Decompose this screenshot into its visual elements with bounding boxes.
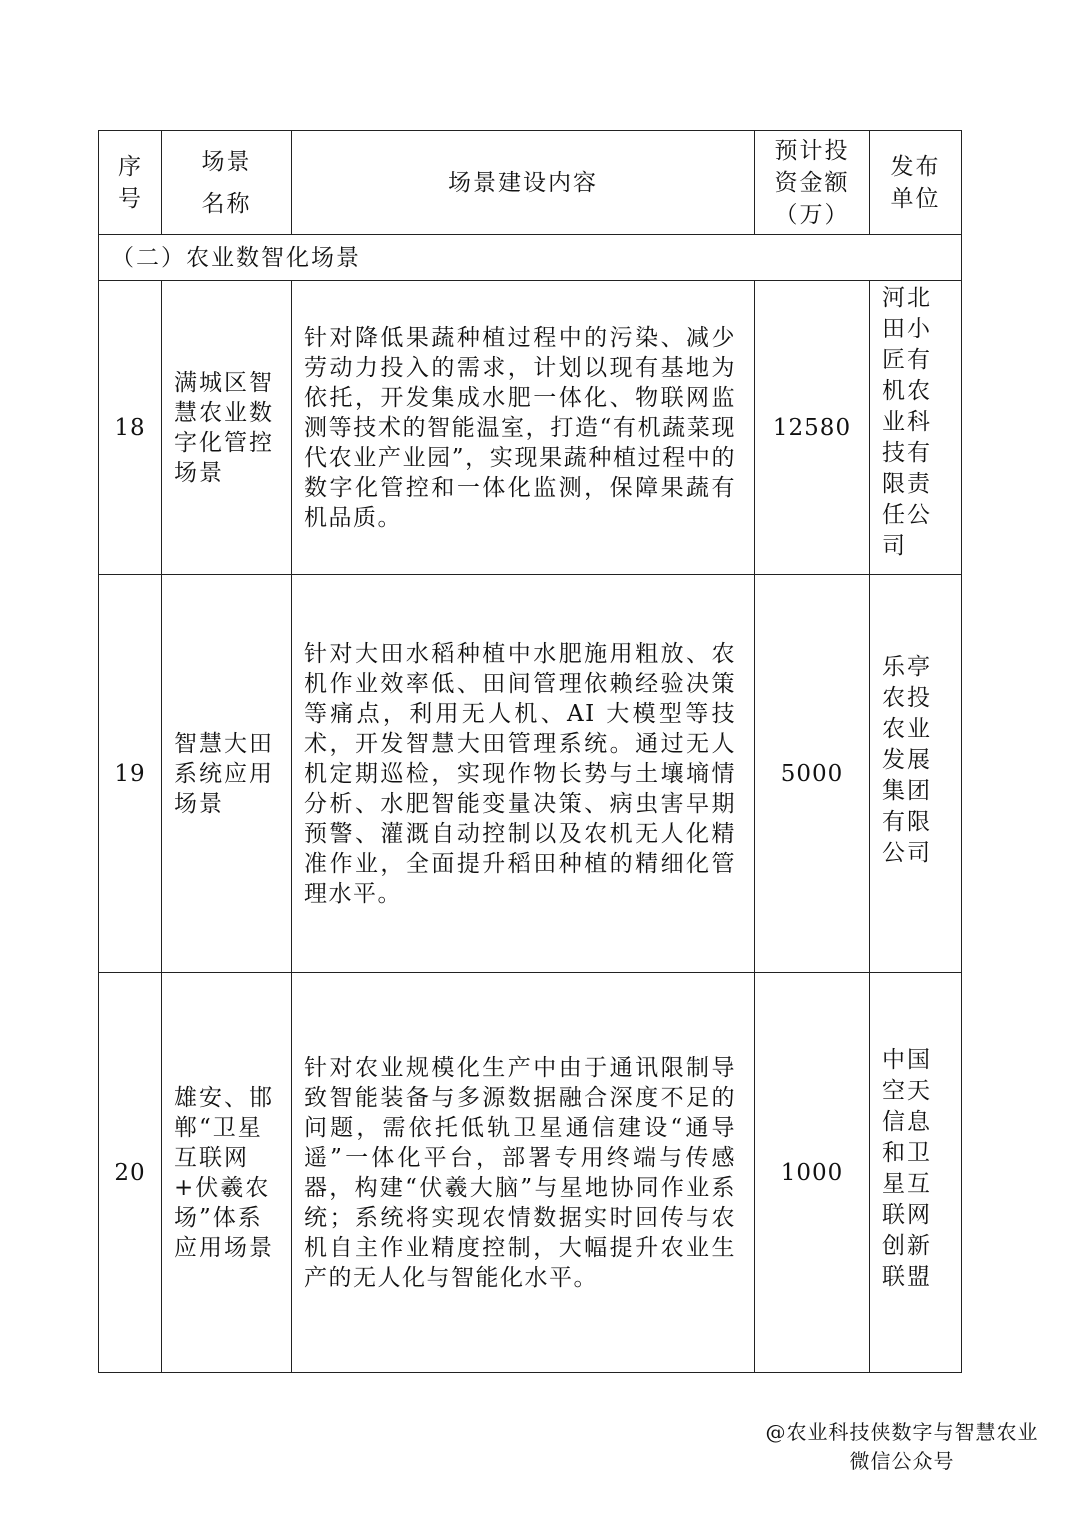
- row-investment: 12580: [755, 281, 870, 575]
- row-publisher-text: 河北田小匠有机农业科技有限责任公司: [882, 285, 932, 559]
- header-investment-label: 预计投资金额（万）: [774, 137, 850, 228]
- watermark: [752, 1418, 1052, 1476]
- row-publisher: [870, 973, 962, 1373]
- row-content: 针对降低果蔬种植过程中的污染、减少劳动力投入的需求，计划以现有基地为依托，开发集成水肥一体化、物联网监测等技术的智能温室，打造“有机蔬菜现代农业产业园”，实现果蔬种植过程中的数字化管控和一体化监测，保障果蔬有机品质。: [292, 281, 755, 575]
- scenario-table: [98, 130, 962, 1373]
- header-publisher: [870, 131, 962, 235]
- header-name: [162, 131, 292, 235]
- row-scenario-name: 智慧大田系统应用场景: [162, 575, 292, 973]
- row-content: 针对农业规模化生产中由于通讯限制导致智能装备与多源数据融合深度不足的问题，需依托低轨卫星通信建设“通导遥”一体化平台，部署专用终端与传感器，构建“伏羲大脑”与星地协同作业系统；系统将实现农情数据实时回传与农机自主作业精度控制，大幅提升农业生产的无人化与智能化水平。: [292, 973, 755, 1373]
- row-seq: 19: [99, 575, 162, 973]
- row-publisher: [870, 281, 962, 575]
- section-row: [99, 235, 962, 281]
- section-title: （二）农业数智化场景: [99, 235, 962, 281]
- header-seq-label: 序号: [118, 153, 143, 212]
- row-publisher-text: 中国空天信息和卫星互联网创新联盟: [882, 1047, 932, 1290]
- row-publisher: [870, 575, 962, 973]
- table-row: [99, 575, 962, 973]
- header-content-label: 场景建设内容: [448, 169, 598, 196]
- row-seq: 18: [99, 281, 162, 575]
- table-header-row: [99, 131, 962, 235]
- row-investment: 5000: [755, 575, 870, 973]
- row-investment: 1000: [755, 973, 870, 1373]
- row-scenario-name: 雄安、邯郸“卫星互联网+伏羲农场”体系应用场景: [162, 973, 292, 1373]
- header-name-line1: 场景: [201, 148, 252, 175]
- header-content: [292, 131, 755, 235]
- header-publisher-label: 发布单位: [890, 153, 941, 212]
- row-seq: 20: [99, 973, 162, 1373]
- table-row: [99, 973, 962, 1373]
- header-seq: [99, 131, 162, 235]
- watermark-line2: 微信公众号: [849, 1449, 955, 1473]
- row-content: 针对大田水稻种植中水肥施用粗放、农机作业效率低、田间管理依赖经验决策等痛点，利用无人机、AI 大模型等技术，开发智慧大田管理系统。通过无人机定期巡检，实现作物长势与土壤墒情分析、水肥智能变量决策、病虫害早期预警、灌溉自动控制以及农机无人化精准作业，全面提升稻田种植的精细化管理水平。: [292, 575, 755, 973]
- header-name-line2: 名称: [201, 190, 252, 217]
- header-investment: [755, 131, 870, 235]
- row-publisher-text: 乐亭农投农业发展集团有限公司: [882, 654, 932, 866]
- row-scenario-name: 满城区智慧农业数字化管控场景: [162, 281, 292, 575]
- table-row: [99, 281, 962, 575]
- watermark-line1: @农业科技侠数字与智慧农业: [765, 1420, 1039, 1444]
